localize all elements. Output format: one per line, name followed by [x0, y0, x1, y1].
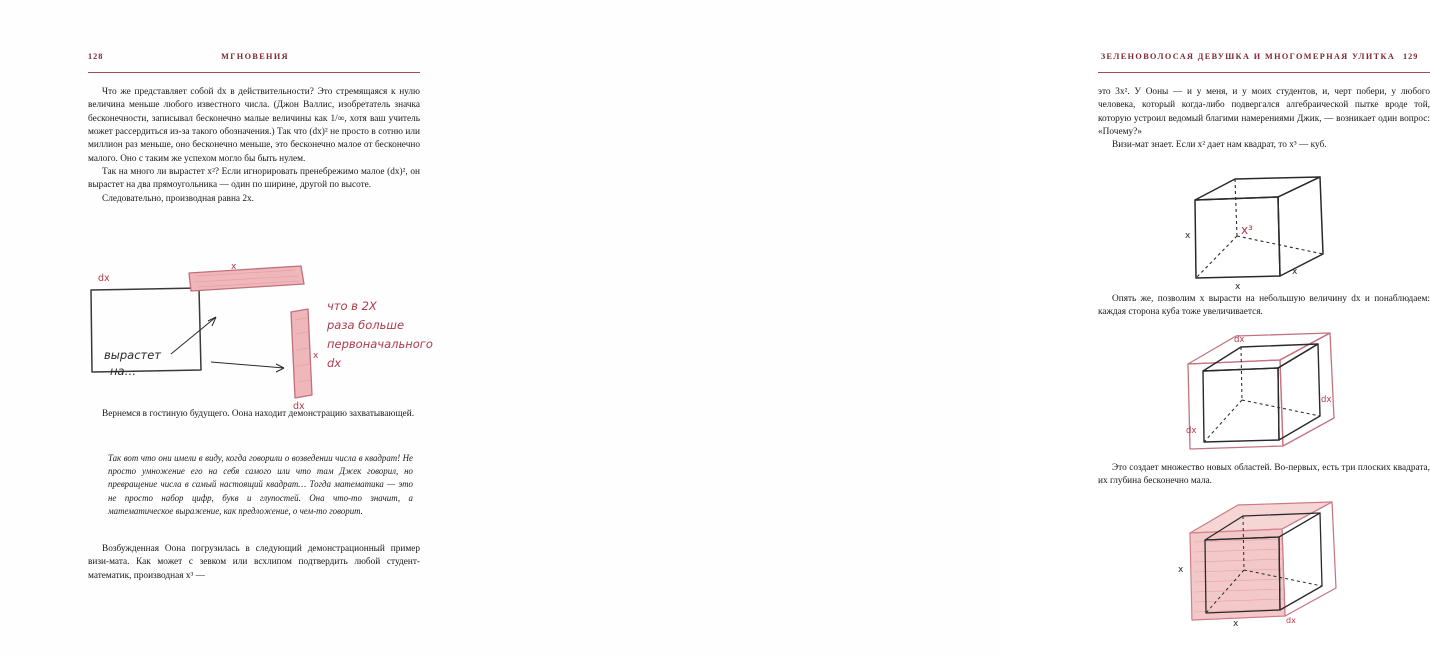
cube-right-face: [1278, 177, 1323, 276]
paragraph: Опять же, позволим x вырасти на небольшую величину dx и понаблюдаем: каждая сторона куба тоже увеличивается.: [1098, 294, 1430, 318]
shaded-top-square: [1190, 502, 1332, 533]
right-text-block-top: [1098, 86, 1430, 153]
label-dx-top: dx: [1234, 335, 1245, 345]
left-text-block-top: [88, 86, 420, 206]
paragraph: Это создает множество новых областей. Во-первых, есть три плоских квадрата, их глубина бесконечно мала.: [1098, 463, 1430, 487]
paragraph: Так на много ли вырастет x²? Если игнорировать пренебрежимо малое (dx)², он вырастет на два прямоугольника — один по ширине, другой по высоте.: [88, 167, 420, 191]
paragraph: это 3x². У Ооны — и у меня, и у моих студентов, и, черт побери, у любого человека, который когда-либо подвергался алгебраической пытке вроде той, которую устроил ведомый благими намерениями Джик, — возникает один вопрос: «Почему?»: [1098, 87, 1430, 138]
shaded-front-square: [1190, 529, 1285, 620]
cube-flat-squares-figure: [1148, 500, 1393, 628]
label-x-top: x: [231, 262, 237, 272]
cube-top-face: [1195, 177, 1320, 200]
pull-quote: Так вот что они имели в виду, когда говорили о возведении числа в квадрат! Не просто умножение его на себя самого или что там Джек говорил, но превращение числа в самый настоящий квадрат… Тогда математика — это не просто набор цифр, букв и глупостей. Она что-то значит, а математическое выражение, как предложение, о чем-то говорит.: [108, 453, 413, 516]
cube-front-face: [1195, 197, 1280, 278]
left-running-head: МГНОВЕНИЯ: [221, 52, 289, 61]
label-edge-bottom: x: [1235, 282, 1241, 292]
label-edge-bottom: x: [1233, 619, 1239, 629]
square-growth-figure: [86, 262, 433, 412]
label-grows-by-line1: вырастет: [104, 348, 162, 362]
right-text-between: [1098, 293, 1430, 320]
inner-top-face: [1203, 344, 1318, 371]
left-head-rule: [88, 72, 420, 73]
left-page-folio: 128: [88, 52, 104, 61]
arrow-to-vertical-bar: [211, 362, 284, 368]
label-dx-bottom: dx: [293, 401, 305, 412]
label-edge-right: x: [1292, 267, 1298, 277]
label-dx-top: dx: [98, 273, 110, 284]
paragraph: Визи-мат знает. Если x² дает нам квадрат, то x³ — куб.: [1112, 140, 1327, 151]
vertical-growth-bar: [291, 309, 312, 398]
expanded-top-face: [1188, 333, 1330, 364]
callout-line-2: раза больше: [327, 318, 405, 332]
label-grows-by-line2: на…: [110, 364, 137, 378]
right-head-rule: [1098, 72, 1430, 73]
paragraph: Возбужденная Оона погрузилась в следующий демонстрационный пример визи-мата. Как может с зевком или всхлипом подтвердить любой студент-математик, производная x³ —: [88, 544, 420, 581]
right-page: [500, 0, 1430, 657]
cube-growth-dx-figure: [1148, 330, 1393, 458]
label-dx-right: dx: [1321, 395, 1332, 405]
left-text-after-figure: [88, 408, 420, 421]
label-x-side: x: [313, 351, 319, 361]
label-dx-left: dx: [1186, 426, 1197, 436]
label-volume-x3: x³: [1241, 223, 1253, 237]
callout-line-4: dx: [327, 356, 342, 370]
paragraph: Что же представляет собой dx в действительности? Это стремящаяся к нулю величина меньше любого известного числа. (Джон Валлис, изобретатель значка бесконечности, записывал бесконечно малые величины как 1/∞, хотя ваш учитель может рассердиться из-за такого обозначения.) Так что (dx)² не просто в сотню или миллион раз меньше, оно бесконечно меньше, это бесконечно малое от бесконечно малого. Оно с таким же успехом могло бы быть нулем.: [88, 87, 420, 164]
left-text-closing: [88, 543, 420, 583]
label-edge-left: x: [1178, 565, 1184, 575]
label-dx-corner: dx: [1286, 616, 1296, 625]
callout-line-1: что в 2X: [327, 299, 377, 313]
right-text-closing: [1098, 462, 1430, 489]
label-edge-left: x: [1185, 231, 1191, 241]
right-running-head: ЗЕЛЕНОВОЛОСАЯ ДЕВУШКА И МНОГОМЕРНАЯ УЛИТКА: [1100, 52, 1396, 61]
right-page-folio: 129: [1403, 52, 1419, 61]
cube-x3-figure: [1165, 176, 1395, 291]
paragraph: Следовательно, производная равна 2x.: [102, 193, 254, 204]
left-page: [0, 0, 500, 657]
paragraph: Вернемся в гостиную будущего. Оона находит демонстрацию захватывающей.: [102, 409, 415, 419]
expanded-front-face: [1188, 360, 1283, 449]
arrow-to-horizontal-bar: [171, 317, 216, 354]
callout-line-3: первоначального: [327, 337, 433, 351]
horizontal-growth-bar: [189, 266, 304, 291]
